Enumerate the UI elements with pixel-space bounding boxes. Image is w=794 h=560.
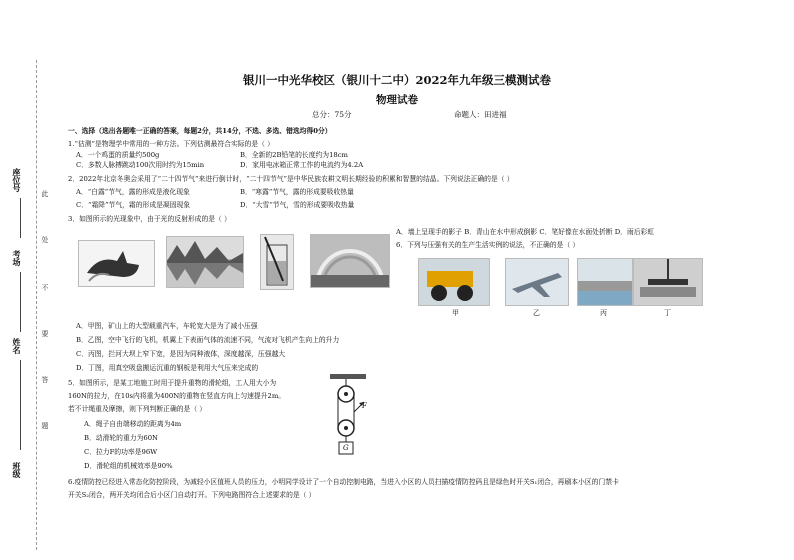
q3-stem: 3．如图所示的光现象中，由于光的反射形成的是（ ）	[68, 215, 231, 223]
q5-option-a: A．绳子自由端移动的距离为4m	[84, 420, 182, 428]
suction-cup-image	[633, 258, 703, 306]
seal-char: 题	[41, 422, 49, 429]
caption-jia: 甲	[452, 309, 459, 317]
q2-option-b: B．“寒露”节气，露的形成要吸收热量	[240, 188, 354, 196]
q6-line1: 6.疫情防控已经进入常态化防控阶段，为减轻小区值班人员的压力，小明同学设计了一个自动控制电路，当进入小区的人员扫描疫情防控码且是绿色时开关S₁闭合，再刷本小区的门禁卡	[68, 478, 619, 486]
jet-drawing	[506, 259, 568, 305]
seat-number-line	[20, 198, 21, 238]
pressure-option-b: B．乙图，空中飞行的飞机，机翼上下表面气体的流速不同，气流对飞机产生向上的升力	[76, 336, 340, 344]
dam-image	[577, 258, 633, 306]
seal-char: 答	[41, 376, 49, 383]
exam-room-line	[20, 272, 21, 332]
seal-char: 处	[41, 236, 49, 243]
hand-shadow-image	[78, 240, 155, 287]
class-label: 班级	[12, 462, 22, 478]
q5-line1: 5．如图所示，是某工地施工时用于提升重物的滑轮组，工人用大小为	[68, 379, 277, 387]
q1-option-a: A．一个鸡蛋的质量约500g	[76, 151, 160, 159]
q5-option-c: C．拉力F的功率是96W	[84, 448, 158, 456]
name-label: 姓名	[12, 338, 22, 354]
weight-g-label: G	[343, 444, 349, 452]
q2-option-d: D．“大雪”节气，雪的形成要吸收热量	[240, 201, 355, 209]
caption-bing: 丙	[600, 309, 607, 317]
q1-option-c: C．多数人脉搏跳动100次用时约为15min	[76, 161, 205, 169]
exam-title: 银川一中光华校区（银川十二中）2022年九年级三模测试卷	[242, 73, 551, 87]
q2-option-a: A．“白露”节气，露的形成是液化现象	[76, 188, 190, 196]
q5-line3: 若不计绳重及摩擦，则下列判断正确的是（ ）	[68, 405, 207, 413]
q1-stem: 1.“估测”是物理学中常用的一种方法。下列估测最符合实际的是（ ）	[68, 140, 274, 148]
q5-line2: 160N的拉力，在10s内将重为400N的重物在竖直方向上匀速提升2m。	[68, 392, 286, 400]
pressure-option-a: A．甲图，矿山上的大型载重汽车，车轮宽大是为了减小压强	[76, 322, 258, 330]
q5-option-b: B．动滑轮的重力为60N	[84, 434, 158, 442]
total-score: 总分：75分	[312, 110, 352, 119]
pressure-option-d: D．丁图，用真空吸盘搬运沉重的钢板是利用大气压来完成的	[76, 364, 259, 372]
section-heading: 一、选择（选出各题唯一正确的答案，每题2分，共14分，不选、多选、错选均得0分）	[68, 127, 332, 135]
jet-image	[505, 258, 569, 306]
mountain-reflection-image	[166, 236, 244, 288]
caption-yi: 乙	[533, 309, 540, 317]
pulley-diagram	[326, 372, 372, 458]
pencil-in-water-image	[260, 234, 294, 290]
hand-shadow-drawing	[79, 241, 154, 286]
seal-char: 此	[41, 190, 49, 197]
seat-number-label: 座位号	[12, 168, 22, 192]
q1-option-d: D．家用电冰箱正常工作的电流约为4.2A	[240, 161, 364, 169]
pressure-question-stem: 6．下列与压强有关的生产生活实例的说法，不正确的是（ ）	[396, 241, 580, 249]
force-f-label: F	[362, 402, 367, 410]
rainbow-image	[310, 234, 390, 288]
q3-options: A．墙上呈现手的影子 B．青山在水中形成倒影 C．笔好像在水面处折断 D．雨后彩虹	[396, 228, 655, 236]
q6-line2: 开关S₂闭合，两开关均闭合后小区门自动打开。下列电路图符合上述要求的是（ ）	[68, 491, 316, 499]
q2-option-c: C．“霜降”节气，霜的形成是凝固现象	[76, 201, 191, 209]
pressure-option-c: C．丙图，拦河大坝上窄下宽，是因为同种液体，深度越深，压强越大	[76, 350, 286, 358]
binding-line	[36, 60, 37, 550]
exam-room-label: 考场	[12, 250, 22, 266]
name-line	[20, 360, 21, 450]
seal-char: 不	[41, 284, 49, 291]
rainbow-drawing	[311, 235, 389, 287]
seal-char: 要	[41, 330, 49, 337]
q2-stem: 2．2022年北京冬奥会采用了“二十四节气”来进行倒计时，“二十四节气”是中华民族农耕文明长期经验的积累和智慧的结晶。下列说法正确的是（ ）	[68, 175, 514, 183]
dam-drawing	[578, 259, 632, 305]
pulley-drawing	[326, 372, 372, 458]
truck-image	[418, 258, 490, 306]
subject-title: 物理试卷	[376, 94, 418, 106]
glass-drawing	[261, 235, 293, 289]
q1-option-b: B．全新的2B铅笔的长度约为18cm	[240, 151, 348, 159]
q5-option-d: D．滑轮组的机械效率是90%	[84, 462, 173, 470]
author: 命题人：田进福	[454, 110, 507, 119]
caption-ding: 丁	[664, 309, 671, 317]
suction-drawing	[634, 259, 702, 305]
mountain-drawing	[167, 237, 243, 287]
truck-drawing	[419, 259, 489, 305]
